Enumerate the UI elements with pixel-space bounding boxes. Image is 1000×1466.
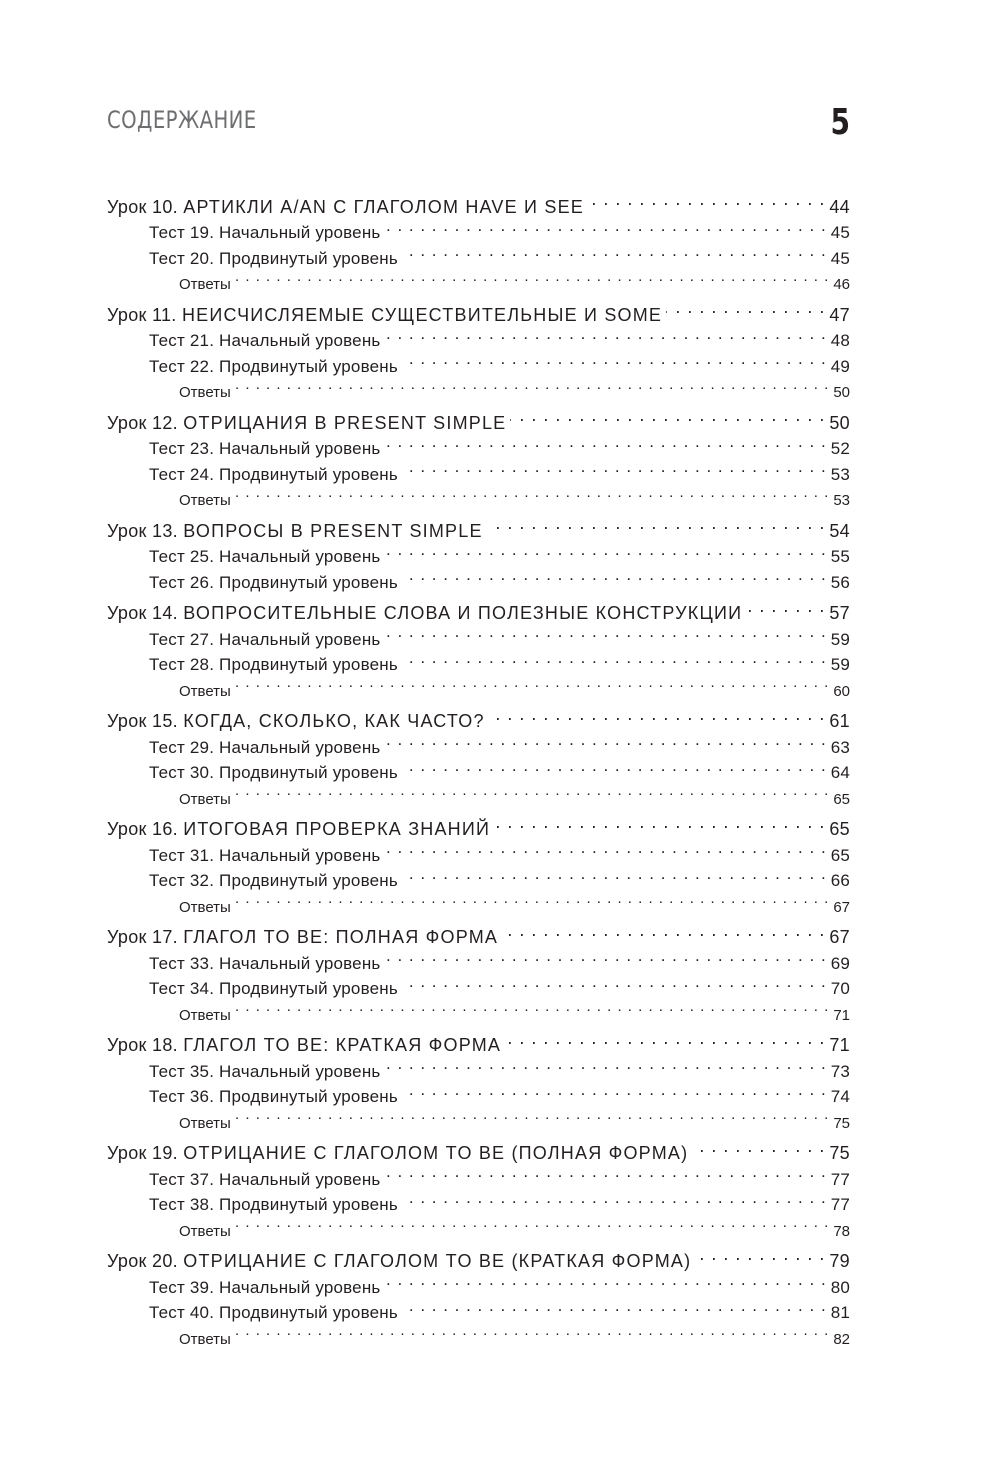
test-label: Тест 29. Начальный уровень [149,737,381,757]
lesson-title: ОТРИЦАНИЕ С ГЛАГОЛОМ TO BE (КРАТКАЯ ФОРМА) [183,1251,692,1271]
answers-label: Ответы [179,790,231,808]
test-label: Тест 25. Начальный уровень [149,547,381,566]
lesson-title: АРТИКЛИ A/AN С ГЛАГОЛОМ HAVE И SEE [183,196,584,217]
lesson-title: ОТРИЦАНИЯ В PRESENT SIMPLE [183,412,507,433]
toc-lesson-entry-page: 57 [829,603,850,623]
answers-label: Ответы [179,682,231,700]
lesson-prefix: Урок 17. [107,927,178,947]
dot-leader [489,702,826,728]
test-label: Тест 24. Продвинутый уровень [149,464,398,484]
toc-lesson-group [107,295,850,401]
toc-lesson-group [107,810,850,916]
toc-lesson-entry[interactable] [107,702,850,731]
dot-leader [384,1051,826,1077]
lesson-prefix: Урок 13. [107,520,178,541]
dot-leader [402,346,827,372]
dot-leader [666,295,825,321]
toc-lesson-entry-page: 47 [829,304,850,325]
toc-lesson-entry[interactable] [107,810,850,839]
test-label: Тест 32. Продвинутый уровень [149,871,398,890]
toc-test-entry-label [149,220,380,246]
page-title: СОДЕРЖАНИЕ [107,106,257,134]
dot-leader [384,835,826,861]
toc-lesson-group [107,511,850,592]
toc-test-entry-label [149,570,398,596]
toc-lesson-entry-page: 65 [829,819,850,839]
answers-label: Ответы [179,1006,231,1024]
toc-lesson-entry[interactable] [107,295,850,325]
toc-test-entry-page: 59 [830,629,850,649]
dot-leader [746,594,825,620]
dot-leader [384,321,826,347]
dot-leader [402,1077,827,1103]
toc-test-entry-page: 66 [830,871,850,890]
dot-leader [384,943,826,969]
dot-leader [494,810,825,836]
dot-leader [235,1318,829,1344]
test-label: Тест 21. Начальный уровень [149,331,381,350]
toc-lesson-entry-page: 50 [829,412,850,433]
lesson-prefix: Урок 16. [107,819,178,839]
dot-leader [384,213,826,239]
toc-lesson-entry-page: 79 [829,1251,850,1271]
answers-label: Ответы [179,1114,231,1132]
toc-answers-entry-label [179,895,231,921]
table-of-contents [107,187,850,1350]
toc-test-entry-page: 81 [830,1303,850,1322]
toc-lesson-entry[interactable] [107,918,850,947]
dot-leader [510,403,825,429]
toc-test-entry-label [149,1167,380,1193]
toc-lesson-entry-page: 67 [829,927,850,947]
toc-test-entry-page: 77 [830,1169,850,1189]
test-label: Тест 28. Продвинутый уровень [149,655,398,674]
toc-answers-entry-label [179,272,231,298]
dot-leader [402,454,827,480]
toc-test-entry-label [149,627,380,653]
dot-leader [402,861,827,887]
dot-leader [384,537,826,563]
toc-test-entry-page: 70 [830,979,850,998]
toc-test-entry-page: 63 [830,737,850,757]
answers-label: Ответы [179,276,231,293]
test-label: Тест 34. Продвинутый уровень [149,979,398,998]
answers-label: Ответы [179,1222,231,1240]
lesson-prefix: Урок 19. [107,1143,178,1163]
test-label: Тест 30. Продвинутый уровень [149,763,398,782]
dot-leader [384,1159,826,1185]
toc-lesson-entry[interactable] [107,1026,850,1055]
dot-leader [692,1134,825,1160]
lesson-prefix: Урок 12. [107,412,178,433]
dot-leader [235,670,829,696]
lesson-prefix: Урок 10. [107,196,178,217]
test-label: Тест 20. Продвинутый уровень [149,248,398,268]
dot-leader [695,1242,825,1268]
toc-test-entry-page: 65 [830,845,850,865]
toc-test-entry-page: 77 [830,1195,850,1214]
test-label: Тест 22. Продвинутый уровень [149,356,398,376]
toc-answers-entry-page: 53 [833,492,850,509]
toc-answers-entry-page: 65 [833,790,850,808]
toc-test-entry-label [149,1059,380,1085]
toc-lesson-entry-page: 71 [829,1035,850,1055]
lesson-title: ИТОГОВАЯ ПРОВЕРКА ЗНАНИЙ [183,819,491,839]
toc-test-entry-page: 45 [830,248,850,268]
toc-test-entry-label [149,735,380,761]
toc-test-entry-page: 45 [830,223,850,242]
toc-answers-entry-page: 67 [833,898,850,916]
toc-test-entry-page: 80 [830,1277,850,1297]
toc-test-entry-page: 52 [830,439,850,458]
toc-lesson-group [107,187,850,293]
toc-lesson-entry[interactable] [107,187,850,217]
lesson-title: ВОПРОСИТЕЛЬНЫЕ СЛОВА И ПОЛЕЗНЫЕ КОНСТРУКЦИИ [183,603,743,623]
test-label: Тест 31. Начальный уровень [149,845,381,865]
dot-leader [588,187,825,213]
test-label: Тест 35. Начальный уровень [149,1061,381,1081]
toc-lesson-group [107,1026,850,1132]
test-label: Тест 39. Начальный уровень [149,1277,381,1297]
page-number: 5 [830,102,850,143]
toc-lesson-entry-page: 44 [829,196,850,217]
dot-leader [235,994,829,1020]
toc-answers-entry-label [179,1111,231,1137]
lesson-title: ОТРИЦАНИЕ С ГЛАГОЛОМ TO BE (ПОЛНАЯ ФОРМА) [183,1143,689,1163]
test-label: Тест 23. Начальный уровень [149,439,381,458]
test-label: Тест 38. Продвинутый уровень [149,1195,398,1214]
toc-test-entry-page: 53 [830,464,850,484]
toc-test-entry-label [149,1275,380,1301]
answers-label: Ответы [179,1330,231,1348]
toc-lesson-entry-page: 61 [829,711,850,731]
lesson-prefix: Урок 15. [107,711,178,731]
dot-leader [502,918,825,944]
toc-answers-entry-page: 78 [833,1222,850,1240]
lesson-title: НЕИСЧИСЛЯЕМЫЕ СУЩЕСТВИТЕЛЬНЫЕ И SOME [181,304,663,325]
toc-test-entry-page: 69 [830,953,850,973]
dot-leader [235,372,829,398]
dot-leader [384,1267,826,1293]
toc-test-entry-page: 48 [830,331,850,350]
test-label: Тест 26. Продвинутый уровень [149,572,398,592]
toc-lesson-entry[interactable] [107,594,850,623]
toc-answers-entry-label [179,380,231,406]
page-header [107,98,850,148]
lesson-title: ВОПРОСЫ В PRESENT SIMPLE [183,520,483,541]
toc-test-entry-label [149,843,380,869]
toc-answers-entry-label [179,1327,231,1353]
dot-leader [402,969,827,995]
toc-test-entry-page: 56 [830,572,850,592]
toc-lesson-entry-page: 54 [829,520,850,541]
toc-answers-entry-label [179,488,231,514]
dot-leader [402,1293,827,1319]
dot-leader [487,511,826,537]
answers-label: Ответы [179,384,231,401]
toc-test-entry-label [149,544,380,570]
dot-leader [384,619,826,645]
test-label: Тест 27. Начальный уровень [149,629,381,649]
toc-lesson-entry[interactable] [107,403,850,433]
toc-lesson-group [107,594,850,700]
toc-test-entry-page: 55 [830,547,850,566]
toc-lesson-entry[interactable] [107,511,850,541]
lesson-prefix: Урок 14. [107,603,178,623]
toc-test-entry-label [149,436,380,462]
lesson-prefix: Урок 20. [107,1251,178,1271]
toc-lesson-entry[interactable] [107,1242,850,1271]
toc-test-entry-page: 49 [830,356,850,376]
test-label: Тест 19. Начальный уровень [149,223,381,242]
answers-label: Ответы [179,492,231,509]
dot-leader [384,727,826,753]
dot-leader [235,264,829,290]
toc-lesson-entry-page: 75 [829,1143,850,1163]
toc-test-entry-page: 64 [830,763,850,782]
toc-lesson-group [107,918,850,1024]
dot-leader [384,429,826,455]
toc-test-entry-page: 74 [830,1087,850,1106]
dot-leader [402,238,827,264]
answers-label: Ответы [179,898,231,916]
dot-leader [235,886,829,912]
toc-lesson-entry[interactable] [107,1134,850,1163]
toc-test-entry-label [149,328,380,354]
toc-answers-entry-label [179,787,231,813]
toc-test-entry-label [149,951,380,977]
lesson-title: КОГДА, СКОЛЬКО, КАК ЧАСТО? [183,711,485,731]
toc-answers-entry-page: 82 [833,1330,850,1348]
toc-test-entry-page: 73 [830,1061,850,1081]
test-label: Тест 33. Начальный уровень [149,953,381,973]
toc-lesson-group [107,1242,850,1348]
toc-test-entry-page: 59 [830,655,850,674]
dot-leader [402,753,827,779]
lesson-prefix: Урок 11. [107,304,177,325]
toc-answers-entry-label [179,1003,231,1029]
toc-answers-entry-page: 71 [833,1006,850,1024]
toc-lesson-group [107,1134,850,1240]
lesson-prefix: Урок 18. [107,1035,178,1055]
test-label: Тест 36. Продвинутый уровень [149,1087,398,1106]
dot-leader [235,1102,829,1128]
toc-answers-entry-page: 60 [833,682,850,700]
test-label: Тест 40. Продвинутый уровень [149,1303,398,1322]
toc-lesson-group [107,702,850,808]
dot-leader [235,778,829,804]
dot-leader [402,562,827,588]
lesson-title: ГЛАГОЛ TO BE: ПОЛНАЯ ФОРМА [183,927,499,947]
toc-lesson-group [107,403,850,509]
toc-answers-entry-label [179,679,231,705]
toc-answers-entry-page: 75 [833,1114,850,1132]
toc-answers-entry-page: 46 [833,276,850,293]
test-label: Тест 37. Начальный уровень [149,1169,381,1189]
dot-leader [402,1185,827,1211]
lesson-title: ГЛАГОЛ TO BE: КРАТКАЯ ФОРМА [183,1035,502,1055]
dot-leader [505,1026,825,1052]
toc-answers-entry-page: 50 [833,384,850,401]
dot-leader [235,480,829,506]
toc-answers-entry-label [179,1219,231,1245]
dot-leader [235,1210,829,1236]
dot-leader [402,645,827,671]
